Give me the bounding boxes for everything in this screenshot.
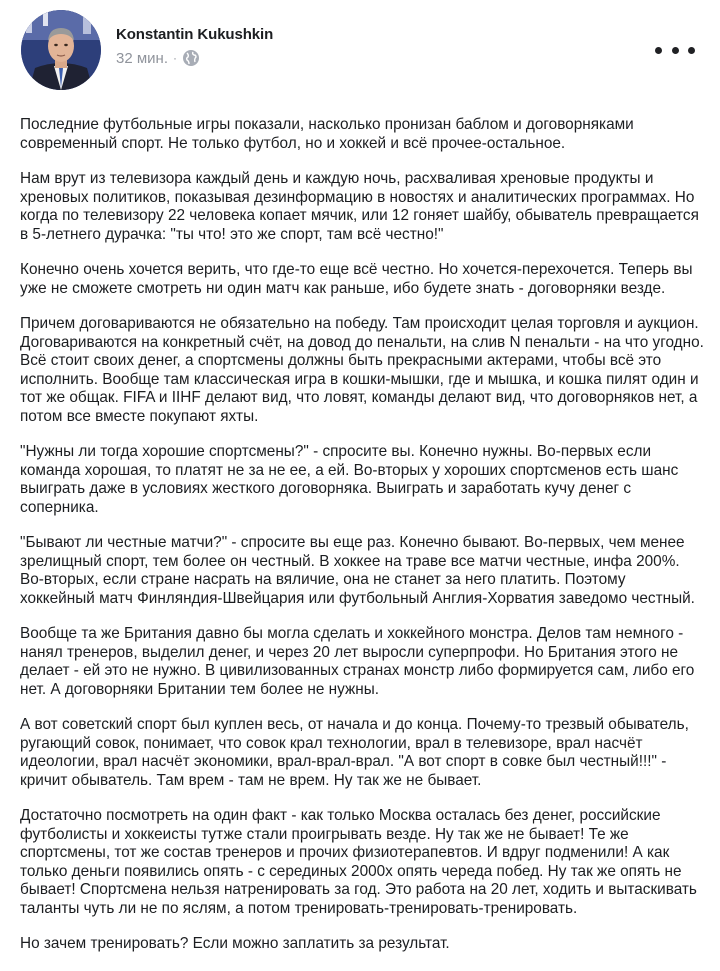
avatar-image xyxy=(21,10,101,90)
author-name[interactable]: Konstantin Kukushkin xyxy=(116,26,274,43)
more-dot-icon xyxy=(655,47,662,54)
author-avatar[interactable] xyxy=(21,10,101,90)
globe-icon[interactable] xyxy=(182,49,200,67)
post-paragraph: Последние футбольные игры показали, насколько пронизан баблом и договорняками современный спорт. Не только футбол, но и хоккей и всё прочее-остальное. xyxy=(20,116,634,152)
post-paragraph: Причем договариваются не обязательно на победу. Там происходит целая торговля и аукцион. Договариваются на конкретный счёт, на довод до пенальти, на слив N пенальти - на что угодно. Всё стоит своих денег, а спортсмены должны быть прекрасными актерами, чтобы всё это исполнить. Вообще там классическая игра в кошки-мышки, где и мышка, и кошка пилят один и тот же общак. FIFA и IIHF делают вид, что ловят, команды делают вид, что договорняков нет, а потом все вместе покупают яхты. xyxy=(20,315,704,425)
post-timestamp[interactable]: 32 мин. xyxy=(116,49,168,67)
more-options-button[interactable] xyxy=(655,40,695,60)
post-text xyxy=(20,116,704,971)
post-paragraph: Вообще та же Британия давно бы могла сделать и хоккейного монстра. Делов там немного - нанял тренеров, выделил денег, и через 20 лет выросли суперпрофи. Но Британия этого не делает - ей это не нужно. В цивилизованных странах монстр либо формируется сам, либо его нет. А договорняки Британии тем более не нужны. xyxy=(20,625,695,698)
post-paragraph: Конечно очень хочется верить, что где-то еще всё честно. Но хочется-перехочется. Теперь вы уже не сможете смотреть ни один матч как раньше, ибо будете знать - договорняки везде. xyxy=(20,261,693,297)
post-paragraph: "Бывают ли честные матчи?" - спросите вы еще раз. Конечно бывают. Во-первых, чем менее зрелищный спорт, тем более он честный. В хоккее на траве все матчи честные, инфа 200%. Во-вторых, если стране насрать на вяличие, она не станет за него платить. Поэтому хоккейный матч Финляндия-Швейцария или футбольный Англия-Хорватия заведомо честный. xyxy=(20,534,695,607)
post-meta xyxy=(116,49,200,67)
post-paragraph: А вот советский спорт был куплен весь, от начала и до конца. Почему-то трезвый обыватель, ругающий совок, понимает, что совок крал технологии, врал в телевизоре, врал насчёт идеологии, врал насчёт экономики, врал-врал-врал. "А вот спорт в совке был честный!!!" - кричит обыватель. Там врем - там не врем. Ну так же не бывает. xyxy=(20,716,689,789)
post-paragraph: Нам врут из телевизора каждый день и каждую ночь, расхваливая хреновые продукты и хреновых политиков, показывая дезинформацию в новостях и аналитических программах. Но когда по телевизору 22 человека копает мячик, или 12 гоняет шайбу, обыватель превращается в 5-летнего дурачка: "ты что! это же спорт, там всё честно!" xyxy=(20,170,699,243)
meta-separator: · xyxy=(173,51,177,65)
post-paragraph: "Нужны ли тогда хорошие спортсмены?" - спросите вы. Конечно нужны. Во-первых если команда хорошая, то платят не за не ее, а ей. Во-вторых у хороших спортсменов есть шанс выиграть даже в условиях жесткого договорняка. Выиграть и заработать кучу денег с соперника. xyxy=(20,443,679,516)
more-dot-icon xyxy=(688,47,695,54)
post-paragraph: Достаточно посмотреть на один факт - как только Москва осталась без денег, российские футболисты и хоккеисты тутже стали проигрывать везде. Ну так же не бывает! Те же спортсмены, тот же состав тренеров и прочих физиотерапевтов. И вдруг подменили! А как только деньги появились опять - с серединых 2000х опять череда побед. Ну так же опять не бывает! Спортсмена нельзя натренировать за год. Это работа на 20 лет, ходить и вытаскивать таланты чуть ли не по яслям, а потом тренировать-тренировать-тренировать. xyxy=(20,807,697,917)
post-paragraph: Но зачем тренировать? Если можно заплатить за результат. xyxy=(20,935,450,952)
more-dot-icon xyxy=(672,47,679,54)
